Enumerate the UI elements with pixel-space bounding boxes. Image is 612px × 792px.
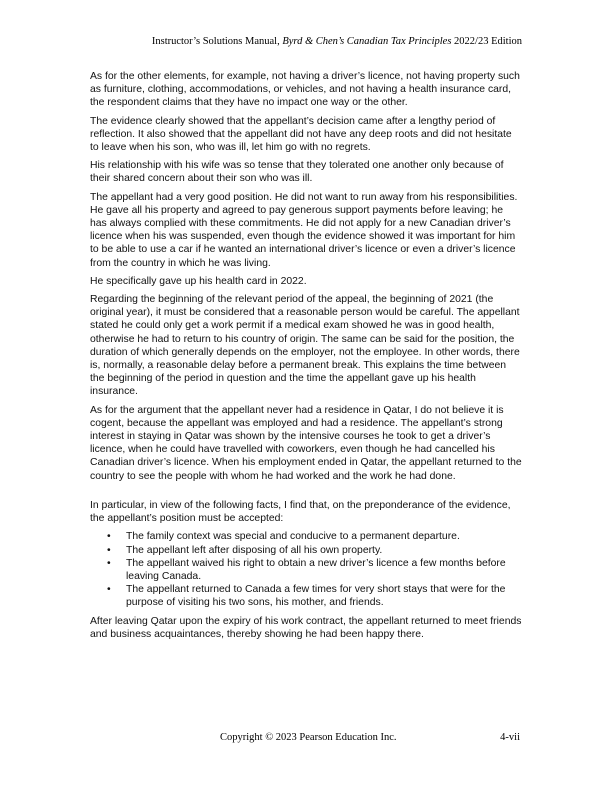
facts-list [90,530,522,609]
paragraph-other-elements: As for the other elements, for example, not having a driver’s licence, not having property such as furniture, clothing, accommodations, or vehicles, and not having a health insurance card, the respondent claims that they have no impact one way or the other. [90,71,520,109]
header-prefix: Instructor’s Solutions Manual, [151,36,283,47]
paragraph-good-position: The appellant had a very good position. He did not want to run away from his responsibilities. He gave all his property and agreed to pay generous support payments before leaving; he has always complied with these commitments. He did not apply for a new Canadian driver’s licence when his was suspended, even though the evidence showed it was important for him to be able to use a car if he wanted an international driver’s licence or even a driver’s licence from the country in which he was living. [90,191,518,269]
fact-text: The appellant waived his right to obtain a new driver’s licence a few months before leaving Canada. [126,557,506,582]
bullet-icon: • [107,557,111,569]
list-item [90,530,522,543]
bullet-icon: • [107,584,111,596]
fact-text: The family context was special and conducive to a permanent departure. [126,531,460,543]
paragraph-relationship: His relationship with his wife was so tense that they tolerated one another only because of their shared concern about their son who was ill. [90,160,504,185]
paragraph-qatar-residence: As for the argument that the appellant never had a residence in Qatar, I do not believe it is cogent, because the appellant was employed and had a residence. The appellant’s strong interest in staying in Qatar was shown by the intensive courses he took to get a driver’s licence, when he could have travelled with coworkers, even though he had cancelled his Canadian driver’s licence. When his employment ended in Qatar, the appellant returned to the country to see the people with whom he had worked and the work he had done. [90,404,522,482]
bullet-icon: • [107,531,111,543]
list-item [90,544,522,557]
paragraph-health-card: He specifically gave up his health card in 2022. [90,275,307,287]
paragraph-facts-intro: In particular, in view of the following facts, I find that, on the preponderance of the evidence, the appellant’s position must be accepted: [90,499,511,525]
copyright-notice: Copyright © 2023 Pearson Education Inc. [220,732,397,743]
running-header [152,36,522,47]
bullet-icon: • [107,544,111,556]
paragraph-relevant-period: Regarding the beginning of the relevant period of the appeal, the beginning of 2021 (the original year), it must be considered that a reasonable person would be careful. The appellant stated he could only get a work permit if a medical exam showed he was in good health, otherwise he had to return to his country of origin. The same can be said for the position, the duration of which generally depends on the employer, not the employee. In other words, there is, normally, a reasonable delay before a permanent break. This explains the time between the beginning of the period in question and the time the appellant gave up his health insurance. [90,294,520,398]
list-item [90,583,522,609]
body-text [90,70,522,646]
list-item [90,557,522,583]
fact-text: The appellant left after disposing of all his own property. [126,544,383,556]
paragraph-closing: After leaving Qatar upon the expiry of his work contract, the appellant returned to meet friends and business acquaintances, thereby showing he had been happy there. [90,615,522,640]
page-number: 4-vii [500,732,520,743]
fact-text: The appellant returned to Canada a few times for very short stays that were for the purpose of visiting his two sons, his mother, and friends. [126,584,506,609]
header-book-title: Byrd & Chen’s Canadian Tax Principles [282,36,452,47]
paragraph-evidence: The evidence clearly showed that the appellant’s decision came after a lengthy period of reflection. It also showed that the appellant did not have any deep roots and did not hesitate to leave when his son, who was ill, let him go with no regrets. [90,115,512,154]
header-suffix: 2022/23 Edition [451,36,522,47]
